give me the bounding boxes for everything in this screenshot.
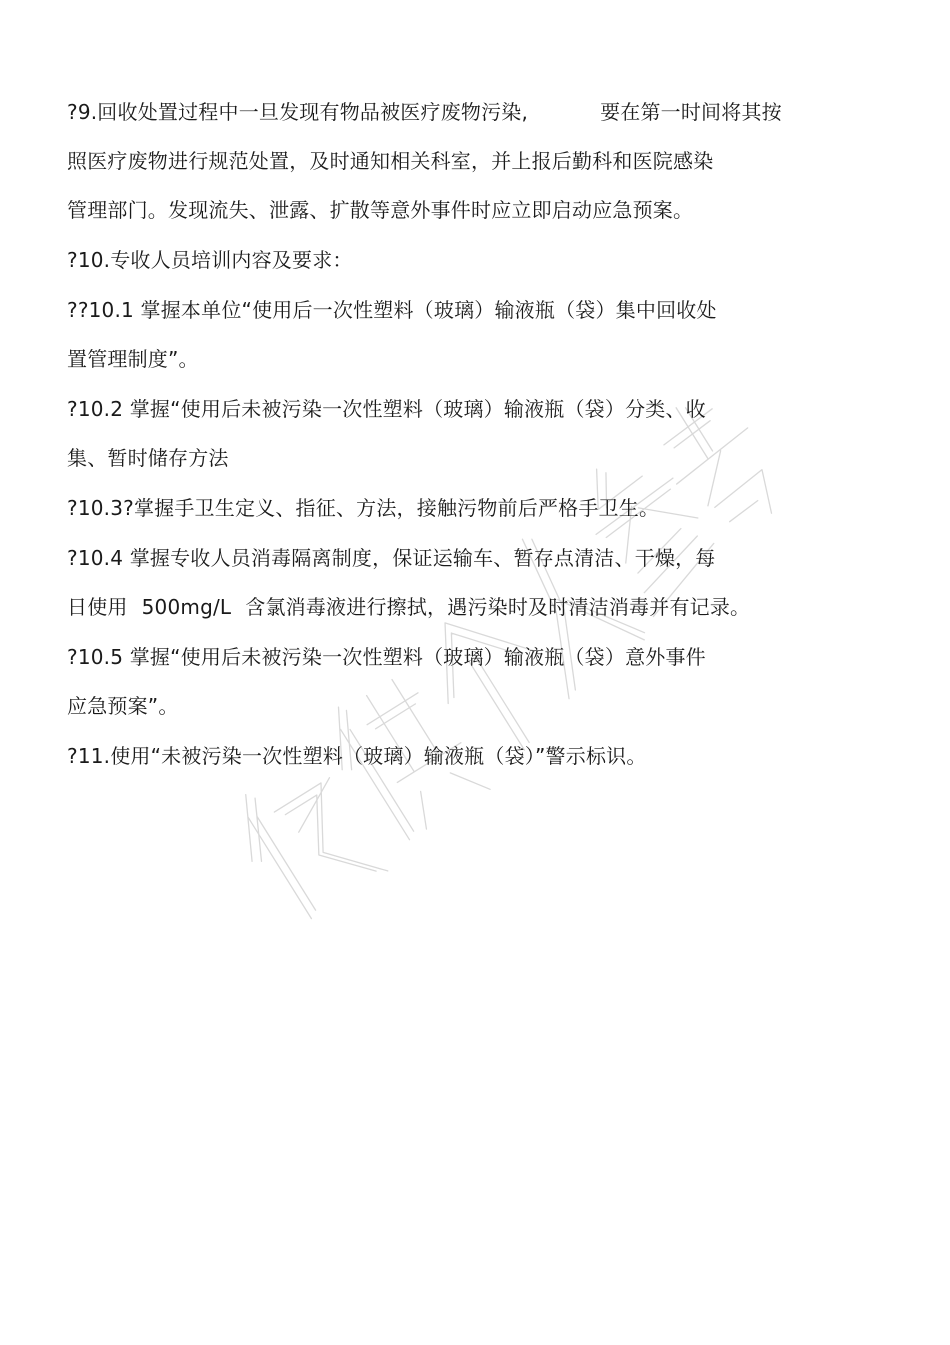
paragraph-9-line-1 — [67, 100, 877, 124]
paragraph-10-5-line-1: ?10.5 掌握“使用后未被污染一次性塑料（玻璃）输液瓶（袋）意外事件 — [67, 645, 706, 669]
paragraph-10-1-line-2: 置管理制度”。 — [67, 347, 199, 371]
paragraph-10-4-line-2 — [67, 595, 877, 619]
paragraph-9-text-a: ?9.回收处置过程中一旦发现有物品被医疗废物污染, — [67, 100, 529, 124]
paragraph-10-4-text-a: 日使用 — [67, 595, 128, 619]
paragraph-10-4-concentration: 500mg/L — [141, 595, 232, 619]
paragraph-10-5-line-2: 应急预案”。 — [67, 694, 179, 718]
paragraph-10-4-line-1: ?10.4 掌握专收人员消毒隔离制度，保证运输车、暂存点清洁、干燥，每 — [67, 546, 716, 570]
paragraph-9-line-3: 管理部门。发现流失、泄露、扩散等意外事件时应立即启动应急预案。 — [67, 198, 694, 222]
paragraph-10-1-line-1: ??10.1 掌握本单位“使用后一次性塑料（玻璃）输液瓶（袋）集中回收处 — [67, 298, 717, 322]
paragraph-9-line-2: 照医疗废物进行规范处置，及时通知相关科室，并上报后勤科和医院感染 — [67, 149, 714, 173]
document-body — [67, 100, 877, 768]
paragraph-10-4-text-b: 含氯消毒液进行擦拭，遇污染时及时清洁消毒并有记录。 — [245, 595, 751, 619]
paragraph-10-2-line-2: 集、暂时储存方法 — [67, 446, 229, 470]
paragraph-10-heading: ?10.专收人员培训内容及要求： — [67, 248, 353, 272]
paragraph-10-2-line-1: ?10.2 掌握“使用后未被污染一次性塑料（玻璃）输液瓶（袋）分类、收 — [67, 397, 706, 421]
paragraph-9-text-b: 要在第一时间将其按 — [600, 100, 782, 124]
paragraph-11: ?11.使用“未被污染一次性塑料（玻璃）输液瓶（袋）”警示标识。 — [67, 744, 647, 768]
paragraph-10-3: ?10.3?掌握手卫生定义、指征、方法，接触污物前后严格手卫生。 — [67, 496, 660, 520]
